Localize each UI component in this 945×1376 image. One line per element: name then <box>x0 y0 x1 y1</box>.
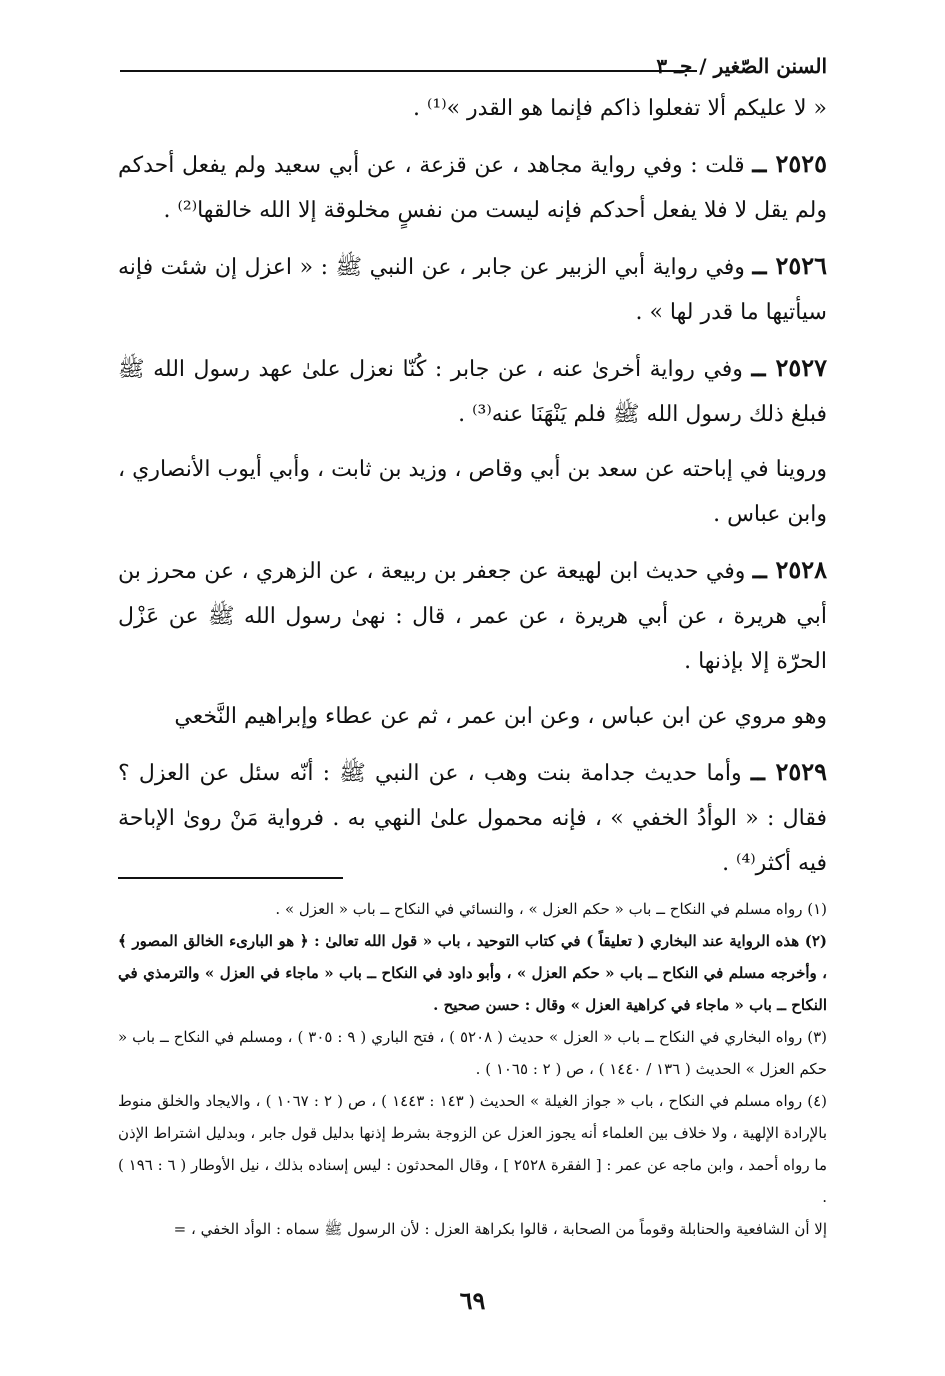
running-title: السنن الصّغير / جـ ٣ <box>656 54 827 78</box>
paragraph <box>118 86 827 131</box>
hadith-number: ٢٥٢٨ ــ <box>752 555 828 584</box>
hadith-number: ٢٥٢٦ ــ <box>752 251 827 280</box>
paragraph-text: وفي حديث ابن لهيعة عن جعفر بن ربيعة ، عن الزهري ، عن محرز بن أبي هريرة ، عن أبي هريرة ، عن عمر ، قال : نهىٰ رسول الله ﷺ عن عَزْل الحرّة إلا بإذنها . <box>118 559 827 674</box>
paragraph <box>118 694 827 739</box>
paragraph <box>118 447 827 537</box>
paragraph-text: وفي رواية أخرىٰ عنه ، عن جابر : كُنّا نعزل علىٰ عهد رسول الله ﷺ فبلغ ذلك رسول الله ﷺ فلم يَنْهَنَا عنه⁽³⁾ . <box>118 357 827 427</box>
footnotes <box>118 893 827 1245</box>
hadith-number: ٢٥٢٥ ــ <box>752 149 827 178</box>
page-number: ٦٩ <box>459 1286 486 1315</box>
paragraph-text: قلت : وفي رواية مجاهد ، عن قزعة ، عن أبي سعيد ولم يفعل أحدكم ولم يقل لا فلا يفعل أحدكم فإنه ليست من نفسٍ مخلوقة إلا الله خالقها⁽²⁾ . <box>118 153 827 223</box>
hadith-2527 <box>118 345 827 437</box>
hadith-2528 <box>118 547 827 684</box>
footnote-separator <box>118 877 343 879</box>
footnote-2: (٢) هذه الرواية عند البخاري ( تعليقاً ) في كتاب التوحيد ، باب « قول الله تعالىٰ : ﴿ هو البارىء الخالق المصور ﴾ ، وأخرجه مسلم في النكاح ــ باب « حكم العزل » ، وأبو داود في النكاح ــ باب « ماجاء في العزل » والترمذي في النكاح ــ باب « ماجاء في كراهية العزل » وقال : حسن صحيح . <box>118 932 827 1014</box>
footnote-continuation: إلا أن الشافعية والحنابلة وقوماً من الصحابة ، قالوا بكراهة العزل : لأن الرسول ﷺ سماه : الوأد الخفي ، = <box>173 1220 827 1238</box>
main-text <box>118 86 827 896</box>
paragraph-text: وأما حديث جدامة بنت وهب ، عن النبي ﷺ : أنّه سئل عن العزل ؟ فقال : « الوأدُ الخفي » ، فإنه محمول علىٰ النهي به . فرواية مَنْ روىٰ الإباحة فيه أكثر⁽⁴⁾ . <box>118 761 827 876</box>
hadith-number: ٢٥٢٧ ــ <box>751 353 828 382</box>
hadith-2529 <box>118 749 827 886</box>
hadith-number: ٢٥٢٩ ــ <box>750 757 827 786</box>
hadith-2526 <box>118 243 827 335</box>
paragraph-text: وهو مروي عن ابن عباس ، وعن ابن عمر ، ثم عن عطاء وإبراهيم النَّخعي <box>174 704 827 729</box>
footnote-3: (٣) رواه البخاري في النكاح ــ باب « العزل » حديث ( ٥٢٠٨ ) ، فتح الباري ( ٩ : ٣٠٥ ) ، ومسلم في النكاح ــ باب « حكم العزل » الحديث ( ١٣٦ / ١٤٤٠ ) ، ص ( ٢ : ١٠٦٥ ) . <box>118 1028 827 1078</box>
paragraph-text: « لا عليكم ألا تفعلوا ذاكم فإنما هو القدر »⁽¹⁾ . <box>412 96 827 121</box>
paragraph-text: وروينا في إباحته عن سعد بن أبي وقاص ، وزيد بن ثابت ، وأبي أيوب الأنصاري ، وابن عباس . <box>118 457 827 527</box>
footnote-1: (١) رواه مسلم في النكاح ــ باب « حكم العزل » ، والنسائي في النكاح ــ باب « العزل » . <box>275 900 827 918</box>
hadith-2525 <box>118 141 827 233</box>
paragraph-text: وفي رواية أبي الزبير عن جابر ، عن النبي ﷺ : « اعزل إن شئت فإنه سيأتيها ما قدر لها » . <box>118 255 827 325</box>
header-rule <box>120 70 697 72</box>
footnote-4: (٤) رواه مسلم في النكاح ، باب « جواز الغيلة » الحديث ( ١٤٣ : ١٤٤٣ ) ، ص ( ٢ : ١٠٦٧ ) ، والايجاد والخلق منوط بالإرادة الإلهية ، ولا خلاف بين العلماء أنه يجوز العزل عن الزوجة بشرط إذنها بدليل قول جابر ، وبدليل اشتراط الإذن ما رواه أحمد ، وابن ماجه عن عمر : [ الفقرة ٢٥٢٨ ] ، وقال المحدثون : ليس إسناده بذلك ، نيل الأوطار ( ٦ : ١٩٦ ) . <box>118 1092 827 1206</box>
